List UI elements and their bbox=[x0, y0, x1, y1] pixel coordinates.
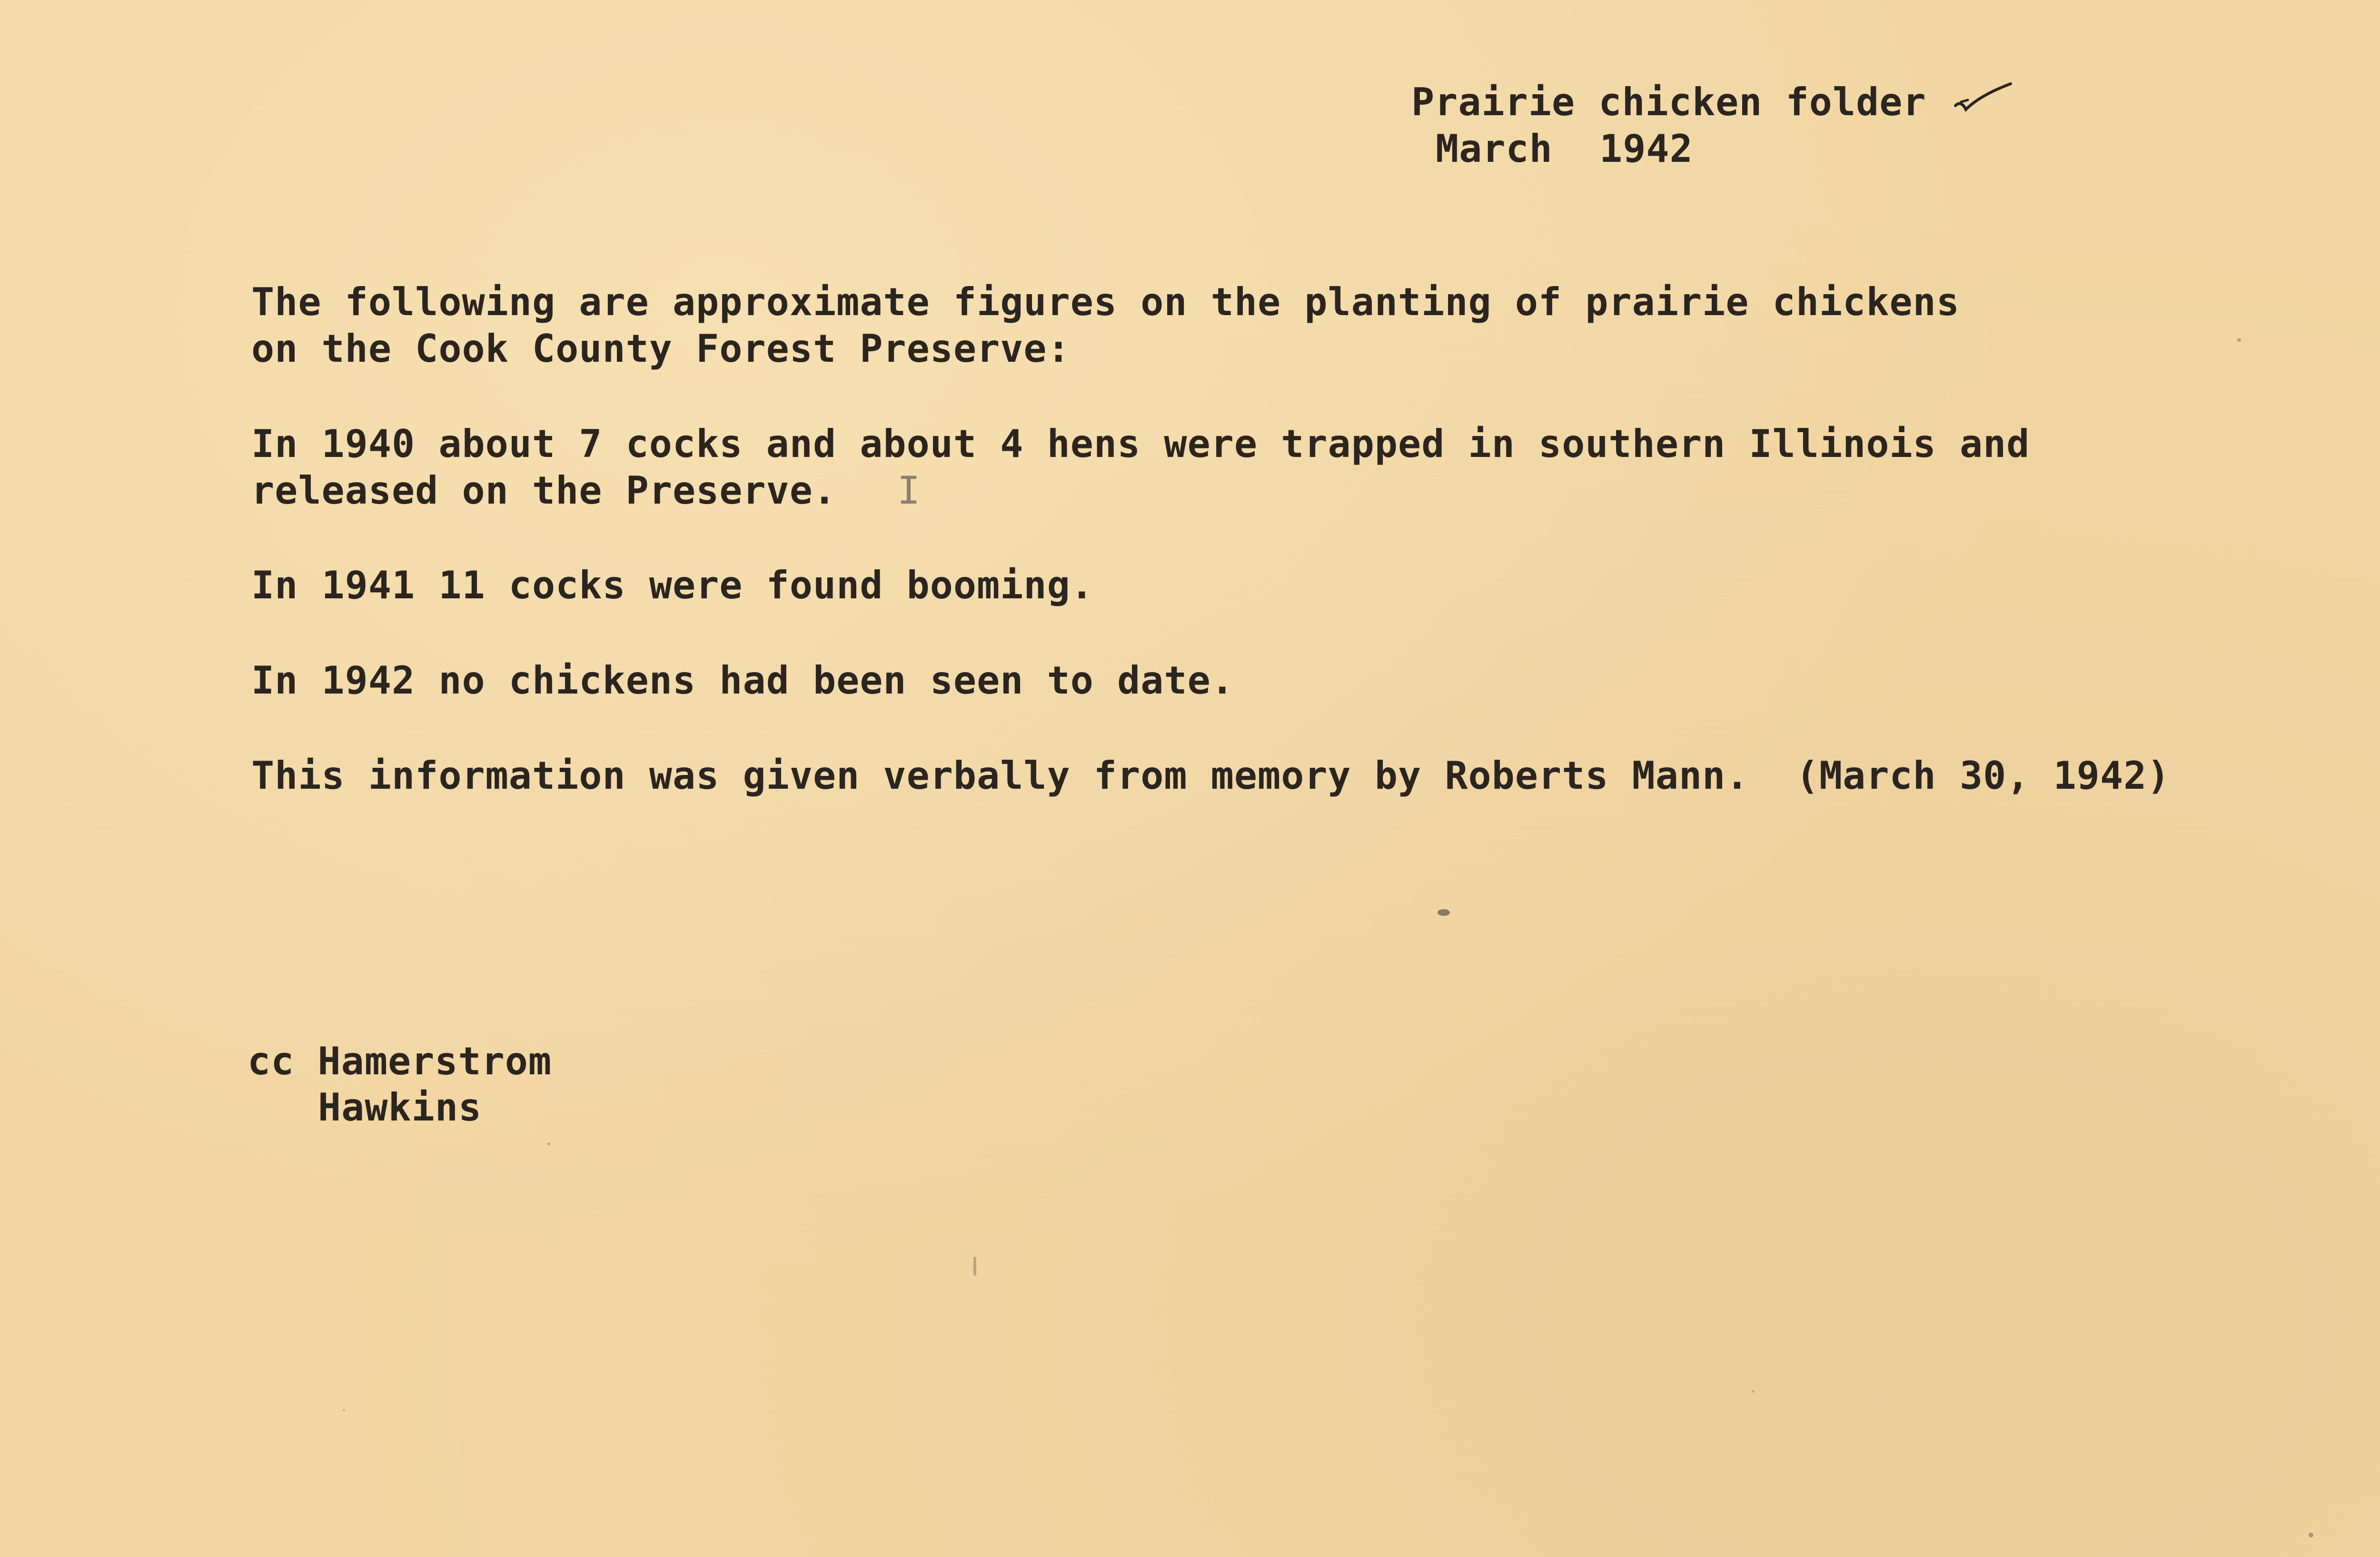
intro-line-1: The following are approximate figures on the planting of prairie chickens bbox=[251, 280, 1960, 324]
paper-speck bbox=[2237, 338, 2241, 342]
paper-speck bbox=[1438, 909, 1450, 916]
year-1940-line-2: released on the Preserve. bbox=[251, 468, 837, 513]
year-1940-line-1: In 1940 about 7 cocks and about 4 hens were trapped in southern Illinois and bbox=[251, 422, 2030, 466]
faint-typed-mark: I bbox=[897, 468, 921, 513]
year-1941-line: In 1941 11 cocks were found booming. bbox=[251, 563, 1094, 607]
paper-speck bbox=[343, 1409, 345, 1411]
intro-line-2: on the Cook County Forest Preserve: bbox=[251, 327, 1071, 371]
paper-speck bbox=[2309, 1533, 2313, 1537]
paper-speck bbox=[547, 1142, 550, 1145]
cc-line-1: cc Hamerstrom bbox=[248, 1039, 552, 1083]
paper-speck bbox=[973, 1257, 976, 1276]
checkmark-icon bbox=[1952, 81, 2013, 119]
folder-label: Prairie chicken folder bbox=[1411, 80, 1926, 124]
source-line: This information was given verbally from memory by Roberts Mann. (March 30, 1942) bbox=[251, 754, 2171, 798]
year-1942-line: In 1942 no chickens had been seen to date. bbox=[251, 658, 1234, 703]
paper-speck bbox=[1752, 1390, 1755, 1393]
cc-line-2: Hawkins bbox=[318, 1085, 482, 1130]
header-date: March 1942 bbox=[1436, 127, 1693, 171]
